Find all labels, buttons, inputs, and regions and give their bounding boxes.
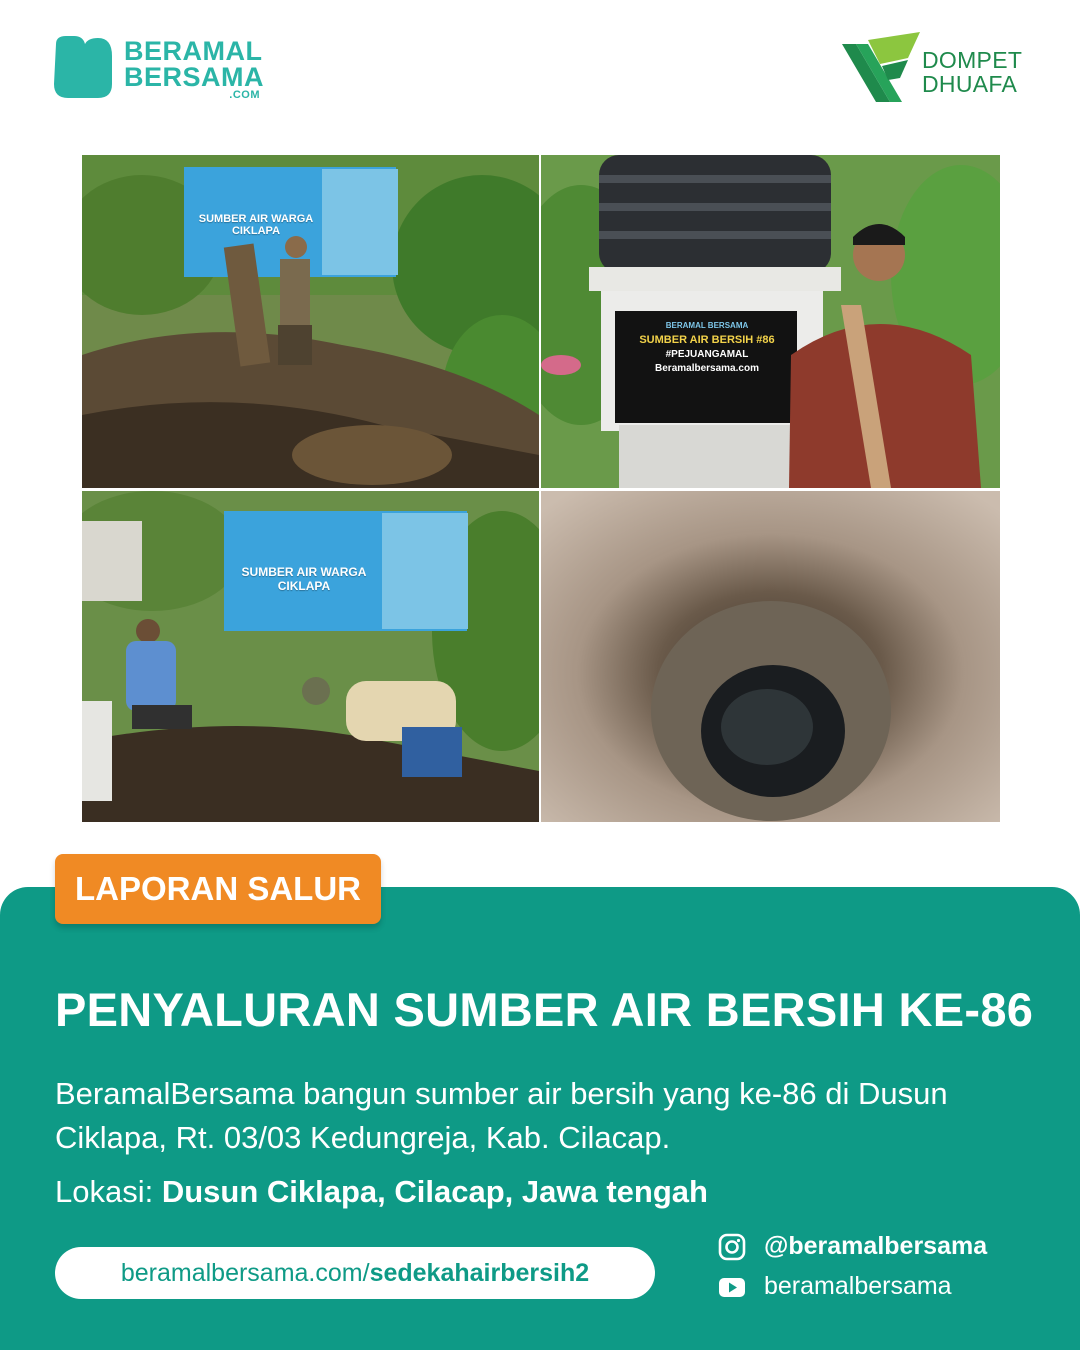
- instagram-handle[interactable]: [718, 1231, 1038, 1261]
- banner-2-line1: SUMBER AIR WARGA: [241, 565, 367, 579]
- description-text: BeramalBersama bangun sumber air bersih yang ke-86 di Dusun Ciklapa, Rt. 03/03 Kedungreja, Kab. Cilacap.: [55, 1076, 948, 1155]
- banner-text-1: [186, 213, 326, 237]
- photo-water-tank-plaque: [541, 155, 1000, 488]
- youtube-channel[interactable]: [718, 1271, 1038, 1301]
- heart-logo-icon: [52, 34, 114, 100]
- plaque-line2: SUMBER AIR BERSIH #86: [639, 334, 775, 346]
- beramal-bersama-logo: [52, 34, 282, 104]
- link-path: sedekahairbersih2: [369, 1259, 590, 1287]
- dompet-dhuafa-logo: [842, 30, 1042, 106]
- dompet-dhuafa-mark-icon: [842, 30, 922, 104]
- photo-digging-banner: [82, 155, 539, 488]
- banner-1-line2: CIKLAPA: [231, 225, 281, 237]
- location-text: [55, 1170, 1015, 1214]
- instagram-icon: [718, 1233, 746, 1261]
- link-domain: beramalbersama.com/: [120, 1259, 370, 1287]
- logo-text-line3: .COM: [229, 89, 260, 101]
- youtube-label: beramalbersama: [764, 1272, 952, 1300]
- instagram-label: @beramalbersama: [764, 1232, 988, 1260]
- photo-collage: [82, 155, 1000, 822]
- plaque-line1: BERAMAL BERSAMA: [665, 321, 749, 330]
- dhuafa-text: DHUAFA: [922, 71, 1018, 97]
- laporan-salur-tag: LAPORAN SALUR: [55, 854, 381, 924]
- banner-text-2: [226, 565, 382, 593]
- plaque-text: [617, 319, 797, 376]
- donation-link[interactable]: [55, 1247, 655, 1299]
- location-label: Lokasi:: [55, 1174, 162, 1209]
- location-value: Dusun Ciklapa, Cilacap, Jawa tengah: [161, 1174, 708, 1209]
- photo-workers-digging: [82, 491, 539, 822]
- plaque-line4: Beramalbersama.com: [655, 363, 759, 374]
- plaque-line3: #PEJUANGAMAL: [665, 349, 749, 360]
- logo-text-line2: BERSAMA: [124, 62, 265, 92]
- dompet-text: DOMPET: [922, 47, 1023, 73]
- page-title: PENYALURAN SUMBER AIR BERSIH KE-86: [55, 983, 1034, 1036]
- banner-1-line1: SUMBER AIR WARGA: [198, 213, 314, 225]
- banner-2-line2: CIKLAPA: [277, 579, 331, 593]
- logo-text-line1: BERAMAL: [124, 36, 263, 66]
- photo-well-hole: [541, 491, 1000, 822]
- youtube-icon: [718, 1273, 746, 1301]
